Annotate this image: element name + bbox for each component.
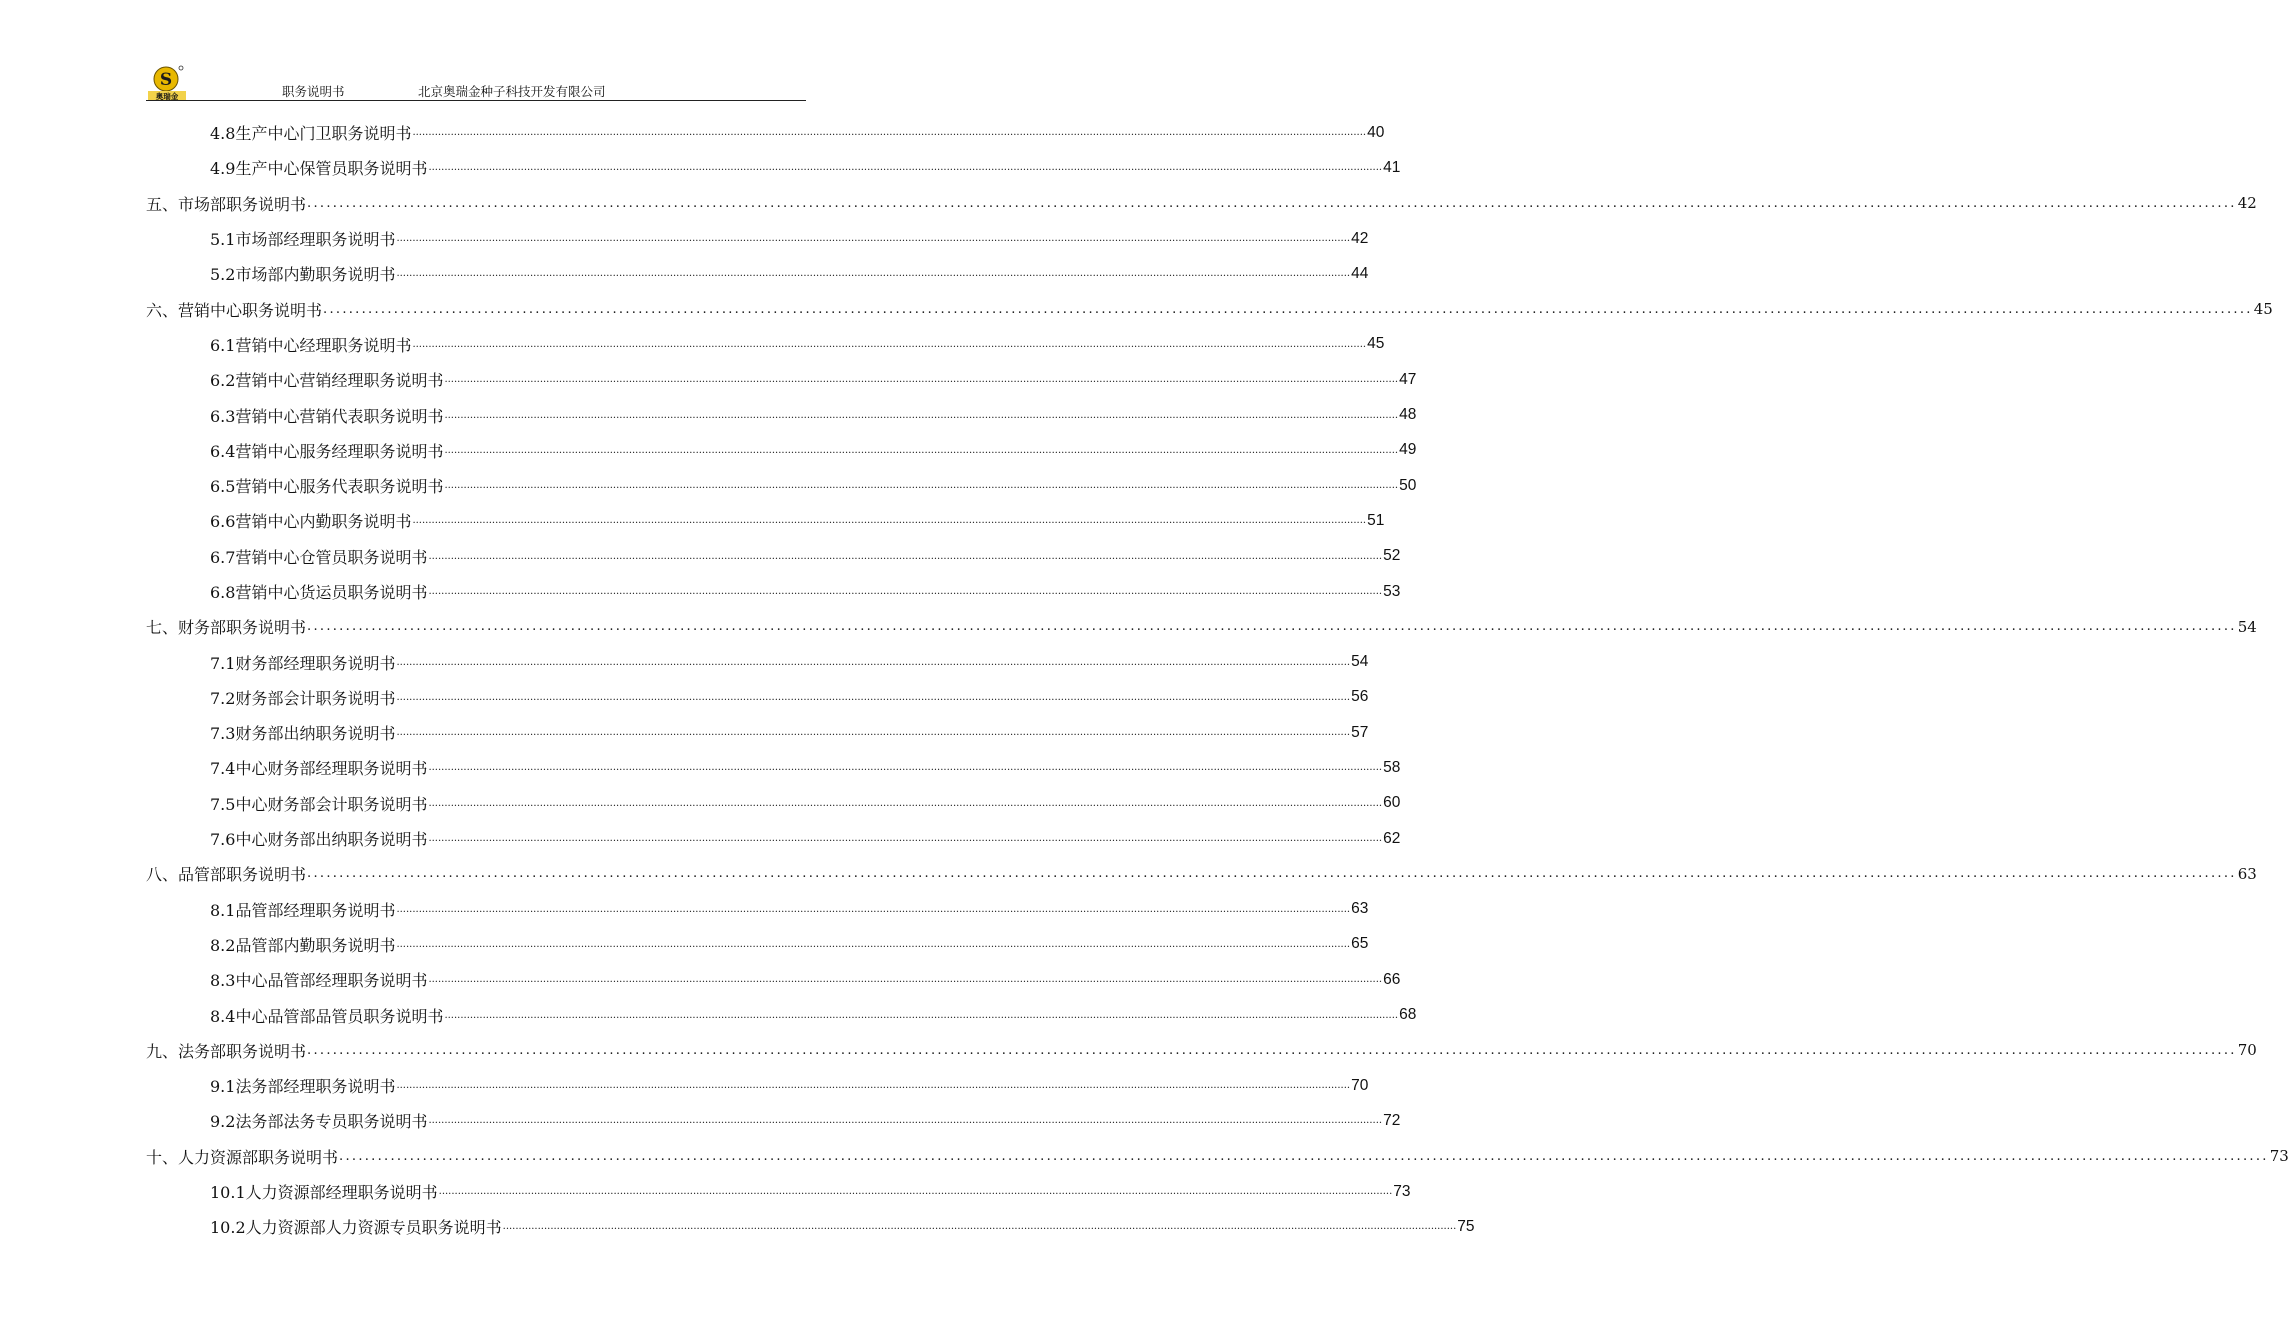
toc-page-number: 62 (1383, 829, 1401, 847)
toc-section-entry[interactable] (146, 644, 1369, 679)
toc-leader-dots: ............................................................................................................................................................................................................................................................................................................ (339, 1148, 2269, 1164)
toc-page-number: 49 (1399, 441, 1417, 459)
toc-section-entry[interactable] (146, 1174, 1411, 1209)
header-title: 职务说明书 (282, 84, 345, 99)
toc-leader-dots: ............................................................................................................................................................................................................................................................................................................ (428, 550, 1383, 562)
toc-leader-dots: ............................................................................................................................................................................................................................................................................................................ (428, 162, 1383, 174)
toc-section-entry[interactable] (146, 786, 1401, 821)
toc-section-entry[interactable] (146, 503, 1385, 538)
toc-entry-label: 八、品管部职务说明书 (146, 865, 307, 885)
toc-entry-label: 十、人力资源部职务说明书 (146, 1147, 339, 1167)
toc-page-number: 75 (1457, 1217, 1475, 1235)
toc-entry-label: 5.2市场部内勤职务说明书 (210, 265, 396, 285)
toc-page-number: 41 (1383, 158, 1401, 176)
toc-leader-dots: ............................................................................................................................................................................................................................................................................................................ (412, 515, 1367, 527)
toc-page-number: 70 (2237, 1041, 2257, 1060)
toc-entry-label: 7.1财务部经理职务说明书 (210, 653, 396, 673)
toc-entry-label: 6.7营销中心仓管员职务说明书 (210, 547, 428, 567)
toc-section-entry[interactable] (146, 1209, 1475, 1244)
toc-page-number: 40 (1367, 123, 1385, 141)
toc-section-entry[interactable] (146, 362, 1417, 397)
toc-page-number: 50 (1399, 476, 1417, 494)
toc-page-number: 73 (2269, 1147, 2289, 1166)
toc-leader-dots: ............................................................................................................................................................................................................................................................................................................ (396, 656, 1351, 668)
toc-entry-label: 6.6营销中心内勤职务说明书 (210, 512, 412, 532)
toc-page-number: 48 (1399, 406, 1417, 424)
toc-section-entry[interactable] (146, 962, 1401, 997)
toc-entry-label: 6.1营销中心经理职务说明书 (210, 335, 412, 355)
toc-page-number: 72 (1383, 1111, 1401, 1129)
toc-page-number: 66 (1383, 970, 1401, 988)
toc-section-entry[interactable] (146, 1068, 1369, 1103)
toc-section-entry[interactable] (146, 468, 1417, 503)
toc-page-number: 45 (1367, 335, 1385, 353)
toc-entry-label: 6.8营销中心货运员职务说明书 (210, 583, 428, 602)
toc-leader-dots: ............................................................................................................................................................................................................................................................................................................ (428, 586, 1383, 597)
toc-chapter-entry[interactable] (146, 1139, 2289, 1174)
toc-section-entry[interactable] (146, 539, 1401, 574)
toc-leader-dots: ............................................................................................................................................................................................................................................................................................................ (428, 833, 1383, 845)
toc-section-entry[interactable] (146, 574, 1401, 609)
toc-leader-dots: ............................................................................................................................................................................................................................................................................................................ (323, 301, 2253, 317)
toc-page-number: 57 (1351, 723, 1369, 741)
toc-entry-label: 7.4中心财务部经理职务说明书 (210, 759, 428, 779)
toc-chapter-entry[interactable] (146, 291, 2273, 326)
toc-page-number: 42 (2237, 194, 2257, 213)
toc-page-number: 70 (1351, 1076, 1369, 1094)
toc-page-number: 58 (1383, 758, 1401, 776)
toc-entry-label: 6.5营销中心服务代表职务说明书 (210, 477, 444, 497)
toc-page-number: 56 (1351, 688, 1369, 706)
toc-leader-dots: ............................................................................................................................................................................................................................................................................................................ (396, 1080, 1351, 1092)
header-company: 北京奥瑞金种子科技开发有限公司 (418, 84, 606, 99)
toc-section-entry[interactable] (146, 150, 1401, 185)
toc-entry-label: 6.3营销中心营销代表职务说明书 (210, 406, 444, 426)
toc-leader-dots: ............................................................................................................................................................................................................................................................................................................ (444, 409, 1399, 421)
toc-page-number: 65 (1351, 935, 1369, 953)
toc-page-number: 44 (1351, 264, 1369, 282)
toc-leader-dots: ............................................................................................................................................................................................................................................................................................................ (396, 727, 1351, 739)
toc-entry-label: 7.6中心财务部出纳职务说明书 (210, 830, 428, 850)
toc-leader-dots: ............................................................................................................................................................................................................................................................................................................ (444, 444, 1399, 456)
toc-leader-dots: ............................................................................................................................................................................................................................................................................................................ (307, 866, 2237, 882)
toc-page-number: 63 (1351, 900, 1369, 918)
toc-section-entry[interactable] (146, 715, 1369, 750)
toc-entry-label: 六、营销中心职务说明书 (146, 300, 323, 320)
toc-page-number: 54 (2237, 617, 2257, 636)
toc-entry-label: 10.2人力资源部人力资源专员职务说明书 (210, 1218, 502, 1238)
toc-section-entry[interactable] (146, 892, 1369, 927)
toc-leader-dots: ............................................................................................................................................................................................................................................................................................................ (444, 374, 1399, 386)
toc-entry-label: 8.3中心品管部经理职务说明书 (210, 971, 428, 991)
toc-leader-dots: ............................................................................................................................................................................................................................................................................................................ (428, 1115, 1383, 1127)
toc-section-entry[interactable] (146, 750, 1401, 785)
toc-chapter-entry[interactable] (146, 609, 2257, 644)
toc-leader-dots: ............................................................................................................................................................................................................................................................................................................ (412, 127, 1367, 139)
toc-entry-label: 五、市场部职务说明书 (146, 194, 307, 214)
toc-leader-dots: ............................................................................................................................................................................................................................................................................................................ (396, 233, 1351, 245)
toc-section-entry[interactable] (146, 115, 1385, 150)
toc-chapter-entry[interactable] (146, 186, 2257, 221)
toc-entry-label: 7.2财务部会计职务说明书 (210, 688, 396, 708)
toc-entry-label: 5.1市场部经理职务说明书 (210, 230, 396, 250)
toc-leader-dots: ............................................................................................................................................................................................................................................................................................................ (428, 974, 1383, 986)
toc-entry-label: 7.3财务部出纳职务说明书 (210, 724, 396, 744)
table-of-contents (146, 115, 2289, 1245)
toc-leader-dots: ............................................................................................................................................................................................................................................................................................................ (502, 1221, 1457, 1233)
toc-section-entry[interactable] (146, 256, 1369, 291)
toc-page-number: 52 (1383, 547, 1401, 565)
toc-leader-dots: ............................................................................................................................................................................................................................................................................................................ (444, 480, 1399, 492)
toc-leader-dots: ............................................................................................................................................................................................................................................................................................................ (396, 691, 1351, 703)
toc-leader-dots: ............................................................................................................................................................................................................................................................................................................ (307, 195, 2237, 211)
toc-section-entry[interactable] (146, 821, 1401, 856)
toc-page-number: 60 (1383, 794, 1401, 812)
toc-page-number: 53 (1383, 582, 1401, 600)
page-header (146, 64, 806, 101)
svg-text:S: S (159, 70, 173, 90)
toc-leader-dots: ............................................................................................................................................................................................................................................................................................................ (307, 619, 2237, 635)
toc-page-number: 54 (1351, 653, 1369, 671)
toc-page-number: 68 (1399, 1006, 1417, 1024)
toc-leader-dots: ............................................................................................................................................................................................................................................................................................................ (444, 1009, 1399, 1021)
toc-section-entry[interactable] (146, 680, 1369, 715)
toc-entry-label: 6.4营销中心服务经理职务说明书 (210, 441, 444, 461)
toc-leader-dots: ............................................................................................................................................................................................................................................................................................................ (396, 268, 1351, 280)
toc-leader-dots: ............................................................................................................................................................................................................................................................................................................ (438, 1186, 1393, 1198)
svg-text:奥瑞金: 奥瑞金 (155, 92, 179, 101)
toc-page-number: 42 (1351, 229, 1369, 247)
toc-leader-dots: ............................................................................................................................................................................................................................................................................................................ (396, 903, 1351, 915)
toc-leader-dots: ............................................................................................................................................................................................................................................................................................................ (428, 762, 1383, 774)
toc-section-entry[interactable] (146, 1103, 1401, 1138)
toc-chapter-entry[interactable] (146, 1033, 2257, 1068)
toc-page-number: 51 (1367, 511, 1385, 529)
toc-section-entry[interactable] (146, 397, 1417, 432)
toc-page-number: 45 (2253, 300, 2273, 319)
toc-chapter-entry[interactable] (146, 856, 2257, 891)
toc-leader-dots: ............................................................................................................................................................................................................................................................................................................ (396, 938, 1351, 950)
toc-leader-dots: ............................................................................................................................................................................................................................................................................................................ (307, 1042, 2237, 1058)
toc-entry-label: 8.1品管部经理职务说明书 (210, 900, 396, 920)
toc-entry-label: 九、法务部职务说明书 (146, 1041, 307, 1061)
toc-page-number: 47 (1399, 370, 1417, 388)
toc-entry-label: 8.4中心品管部品管员职务说明书 (210, 1006, 444, 1026)
toc-section-entry[interactable] (146, 433, 1417, 468)
company-logo (146, 64, 190, 100)
toc-section-entry[interactable] (146, 997, 1417, 1032)
toc-entry-label: 6.2营销中心营销经理职务说明书 (210, 371, 444, 391)
toc-entry-label: 9.2法务部法务专员职务说明书 (210, 1112, 428, 1132)
toc-page-number: 63 (2237, 864, 2257, 883)
toc-section-entry[interactable] (146, 221, 1369, 256)
toc-section-entry[interactable] (146, 927, 1369, 962)
toc-section-entry[interactable] (146, 327, 1385, 362)
toc-leader-dots: ............................................................................................................................................................................................................................................................................................................ (412, 338, 1367, 350)
toc-entry-label: 7.5中心财务部会计职务说明书 (210, 794, 428, 814)
toc-entry-label: 9.1法务部经理职务说明书 (210, 1077, 396, 1097)
toc-entry-label: 8.2品管部内勤职务说明书 (210, 935, 396, 955)
toc-page-number: 73 (1393, 1182, 1411, 1200)
toc-entry-label: 七、财务部职务说明书 (146, 618, 307, 638)
toc-entry-label: 4.9生产中心保管员职务说明书 (210, 159, 428, 179)
toc-entry-label: 10.1人力资源部经理职务说明书 (210, 1183, 438, 1203)
toc-entry-label: 4.8生产中心门卫职务说明书 (210, 124, 412, 144)
toc-leader-dots: ............................................................................................................................................................................................................................................................................................................ (428, 797, 1383, 809)
